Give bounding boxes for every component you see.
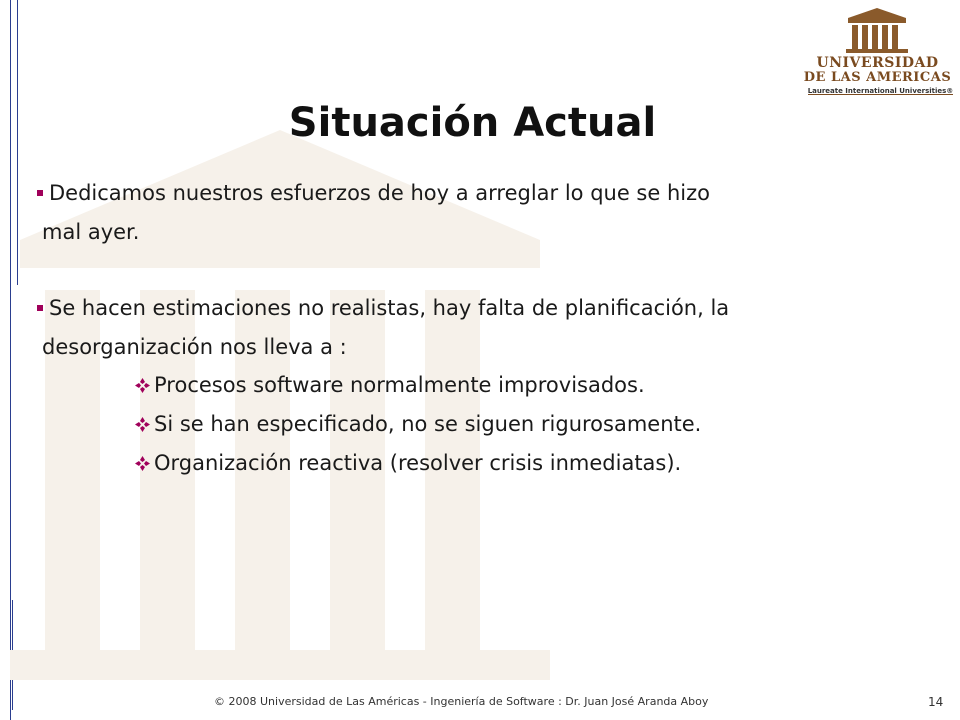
diamond-bullet-icon	[134, 455, 151, 472]
copyright-text: © 2008 Universidad de Las Américas - Ingeniería de Software : Dr. Juan José Aranda Aboy	[214, 695, 709, 708]
bullet-continuation: desorganización nos lleva a :	[42, 335, 347, 359]
page-number: 14	[928, 695, 944, 709]
square-bullet-icon	[37, 190, 43, 196]
sub-bullet-item	[134, 451, 681, 475]
slide-footer	[0, 695, 960, 711]
logo-text-line1: UNIVERSIDAD	[816, 55, 939, 71]
logo-tagline: Laureate International Universities®	[807, 87, 954, 95]
bullet-text: Se hacen estimaciones no realistas, hay falta de planificación, la	[49, 296, 730, 320]
sub-bullet-item	[134, 373, 645, 397]
university-logo	[800, 6, 955, 102]
sub-bullet-text: Si se han especificado, no se siguen rigurosamente.	[154, 412, 702, 436]
logo-text-line2: DE LAS AMERICAS	[803, 70, 952, 85]
slide-title: Situación Actual	[288, 100, 657, 146]
bullet-item	[37, 296, 729, 320]
sub-bullet-text: Organización reactiva (resolver crisis inmediatas).	[154, 451, 682, 475]
square-bullet-icon	[37, 305, 43, 311]
bullet-item	[37, 181, 710, 205]
bullet-continuation: mal ayer.	[42, 220, 140, 244]
sub-bullet-text: Procesos software normalmente improvisados.	[154, 373, 645, 397]
diamond-bullet-icon	[134, 416, 151, 433]
diamond-bullet-icon	[134, 377, 151, 394]
sub-bullet-item	[134, 412, 701, 436]
building-columns-icon	[800, 6, 955, 54]
bullet-text: Dedicamos nuestros esfuerzos de hoy a arreglar lo que se hizo	[49, 181, 710, 205]
